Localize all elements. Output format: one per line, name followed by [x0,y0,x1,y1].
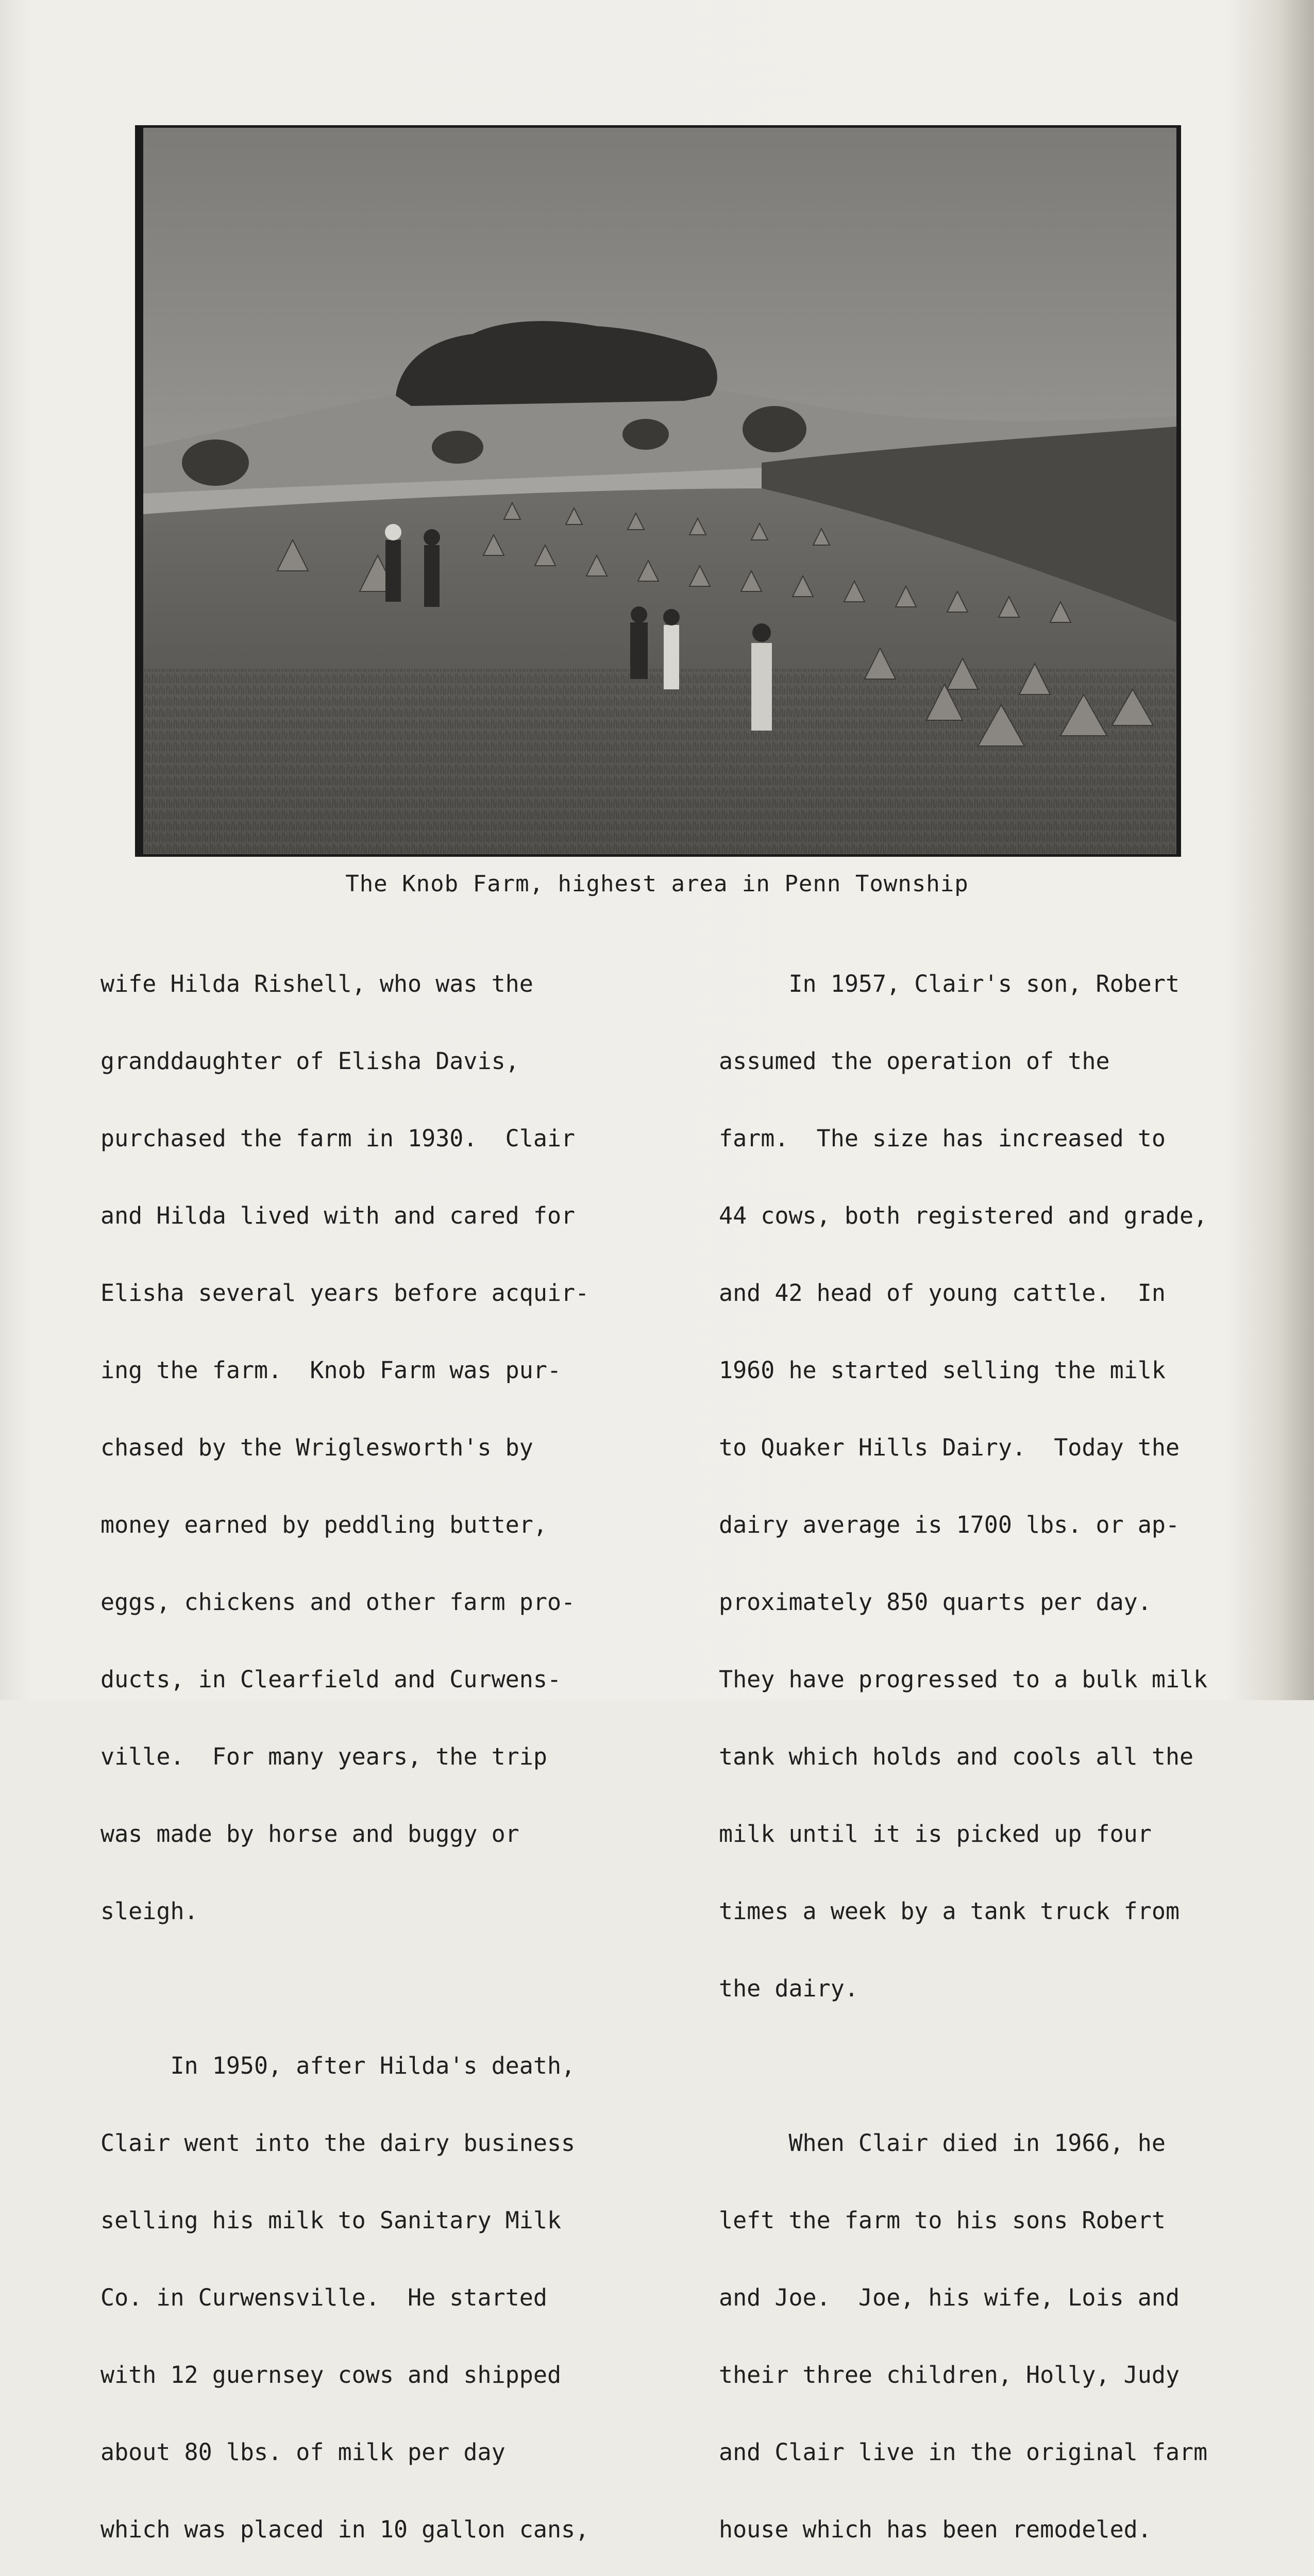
text-line: Clair went into the dairy business [100,2129,576,2157]
text-line: granddaughter of Elisha Davis, [100,1047,519,1075]
text-line: about 80 lbs. of milk per day [100,2438,506,2466]
text-line: the dairy. [719,1975,858,2002]
text-line: milk until it is picked up four [719,1820,1152,1848]
text-line: selling his milk to Sanitary Milk [100,2207,562,2234]
text-line: In 1950, after Hilda's death, [100,2052,576,2079]
text-line: assumed the operation of the [719,1047,1110,1075]
text-line: farm. The size has increased to [719,1125,1166,1152]
paragraph-gap [719,2053,1286,2079]
text-line: and Clair live in the original farm [719,2438,1208,2466]
farm-landscape-photo [143,128,1176,854]
text-line: to Quaker Hills Dairy. Today the [719,1434,1180,1461]
text-line: When Clair died in 1966, he [719,2129,1166,2157]
text-line: chased by the Wriglesworth's by [100,1434,533,1461]
text-line: and 42 head of young cattle. In [719,1279,1166,1307]
text-line: their three children, Holly, Judy [719,2361,1180,2388]
text-line: and Hilda lived with and cared for [100,1202,576,1229]
text-line: 1960 he started selling the milk [719,1357,1166,1384]
text-line: ing the farm. Knob Farm was pur- [100,1357,562,1384]
text-line: and Joe. Joe, his wife, Lois and [719,2284,1180,2311]
text-line: with 12 guernsey cows and shipped [100,2361,562,2388]
text-line: Elisha several years before acquir- [100,1279,589,1307]
text-line: ville. For many years, the trip [100,1743,547,1770]
text-column-right [719,920,1286,2576]
photo-caption: The Knob Farm, highest area in Penn Township [345,871,969,897]
text-line: which was placed in 10 gallon cans, [100,2516,589,2543]
text-line: 44 cows, both registered and grade, [719,1202,1208,1229]
text-column-left [100,920,667,2576]
text-line: times a week by a tank truck from [719,1897,1180,1925]
text-line: house which has been remodeled. [719,2516,1152,2543]
text-line: sleigh. [100,1897,198,1925]
paragraph-gap [100,1976,667,2002]
text-line: purchased the farm in 1930. Clair [100,1125,576,1152]
text-line: proximately 850 quarts per day. [719,1588,1152,1616]
text-line: money earned by peddling butter, [100,1511,547,1538]
text-line: dairy average is 1700 lbs. or ap- [719,1511,1180,1538]
text-line: ducts, in Clearfield and Curwens- [100,1666,562,1693]
text-line: tank which holds and cools all the [719,1743,1194,1770]
text-line: left the farm to his sons Robert [719,2207,1166,2234]
text-line: In 1957, Clair's son, Robert [719,970,1180,997]
text-line: wife Hilda Rishell, who was the [100,970,533,997]
text-line: was made by horse and buggy or [100,1820,519,1848]
text-line: Co. in Curwensville. He started [100,2284,547,2311]
text-line: eggs, chickens and other farm pro- [100,1588,576,1616]
text-line: They have progressed to a bulk milk [719,1666,1208,1693]
